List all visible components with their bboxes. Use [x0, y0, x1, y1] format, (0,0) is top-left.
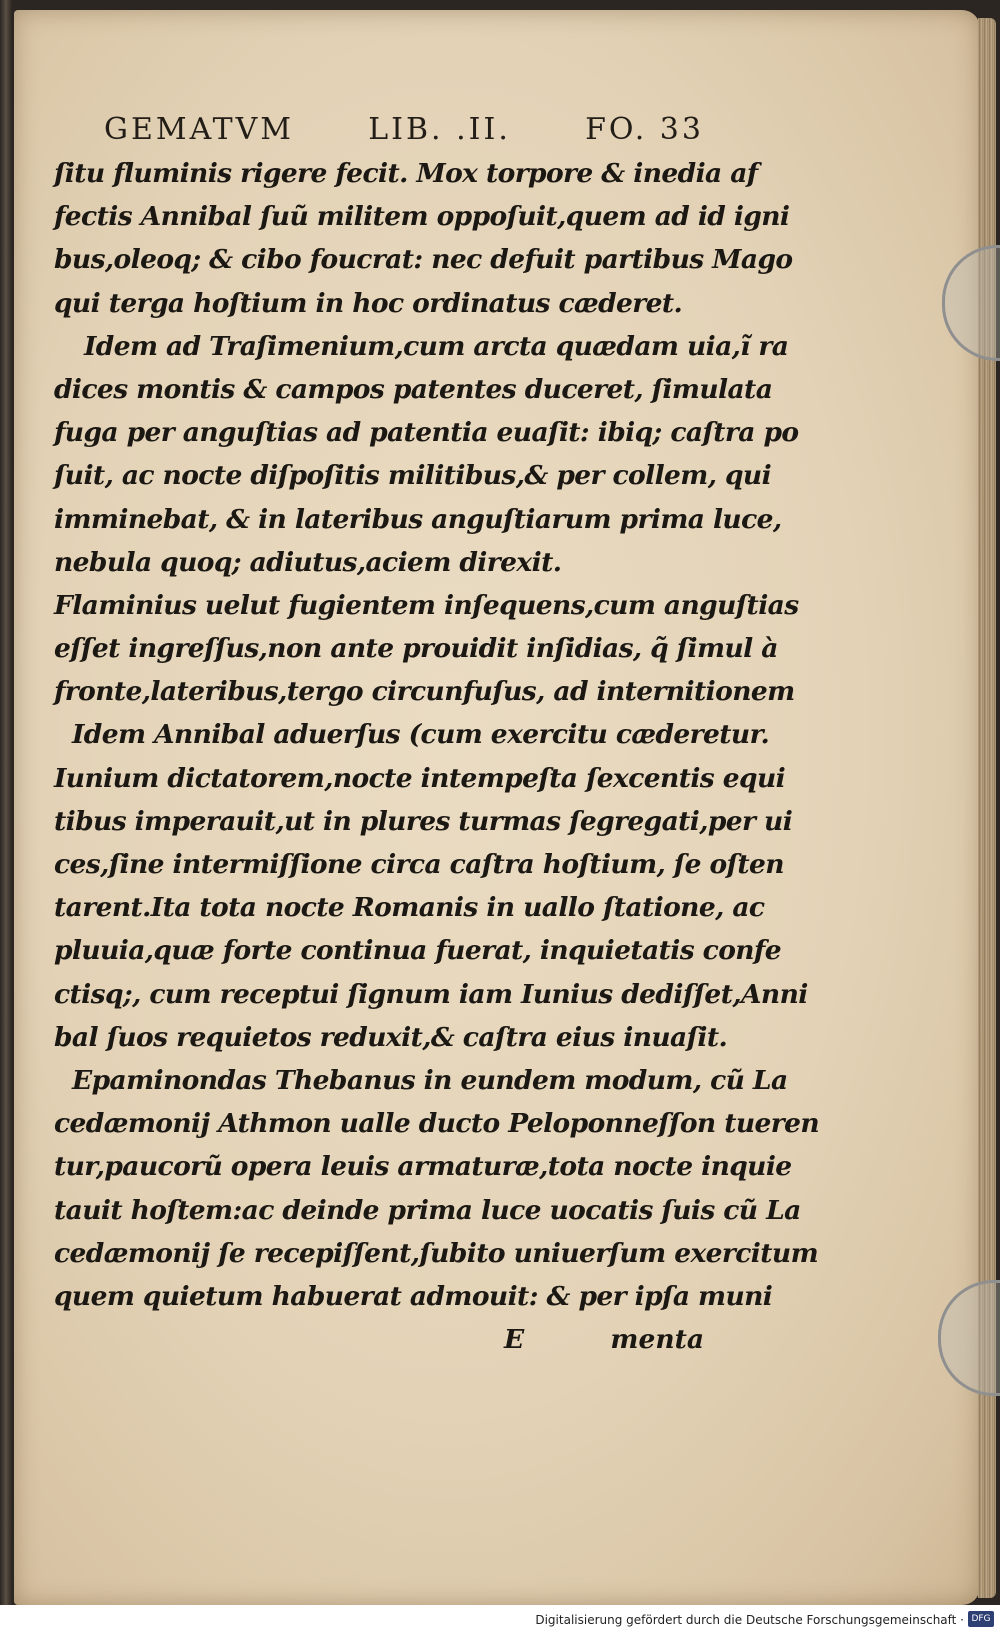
text-line: bus,oleoq; & cibo foucrat: nec defuit partibus Mago [54, 244, 793, 276]
text-line: quem quietum habuerat admouit: & per ipſa muni [54, 1280, 773, 1312]
text-line: ces,ſine intermiſſione circa caſtra hoſtium, ſe oſten [54, 849, 784, 880]
dfg-logo: DFG [968, 1611, 994, 1627]
text-line: cedæmonij ſe recepiſſent,ſubito uniuerſum exercitum [54, 1237, 819, 1269]
text-line: tauit hoſtem:ac deinde prima luce uocatis ſuis cũ La [54, 1194, 801, 1226]
text-line: nebula quoq; adiutus,aciem direxit. [54, 546, 562, 578]
body-text [54, 152, 820, 1318]
text-line: pluuia,quæ forte continua fuerat, inquietatis confe [54, 935, 781, 967]
footer-credit: Digitalisierung gefördert durch die Deutsche Forschungsgemeinschaft · [535, 1613, 964, 1627]
text-line: ſuit, ac nocte diſpoſitis militibus,& per collem, qui [54, 460, 772, 492]
signature-line [54, 1318, 714, 1361]
text-line: imminebat, & in lateribus anguſtiarum prima luce, [54, 503, 782, 535]
text-line: eſſet ingreſſus,non ante prouidit inſidias, q̃ ſimul à [54, 633, 778, 665]
text-line: dices montis & campos patentes duceret, ſimulata [54, 373, 773, 405]
text-line: tibus imperauit,ut in plures turmas ſegregati,per ui [54, 805, 793, 837]
text-line: fuga per anguſtias ad patentia euaſit: ibiq; caſtra po [54, 417, 799, 449]
running-head [104, 112, 704, 150]
text-line: ctisq;, cum receptui ſignum iam Iunius dediſſet,Anni [54, 978, 808, 1010]
running-head-title: GEMATVM [104, 112, 294, 147]
text-line: cedæmonij Athmon ualle ducto Peloponneſſon tueren [54, 1108, 820, 1140]
running-head-folio: FO. 33 [585, 112, 704, 147]
running-head-book: LIB. .II. [368, 112, 511, 147]
text-line: fectis Annibal ſuũ militem oppoſuit,quem ad id igni [54, 201, 790, 233]
text-line: qui terga hoſtium in hoc ordinatus cæderet. [54, 287, 683, 319]
text-line: Flaminius uelut fugientem inſequens,cum anguſtias [54, 589, 799, 621]
catchword: menta [610, 1324, 704, 1356]
text-line: Iunium dictatorem,nocte intempeſta ſexcentis equi [54, 762, 786, 794]
text-line: Idem Annibal aduerſus (cum exercitu cæderetur. [72, 719, 770, 751]
text-line: Idem ad Traſimenium,cum arcta quædam uia,ĩ ra [84, 330, 789, 362]
text-line: bal ſuos requietos reduxit,& caſtra eius inuaſit. [54, 1021, 728, 1053]
text-line: tur,paucorũ opera leuis armaturæ,tota nocte inquie [54, 1151, 792, 1183]
text-block [54, 112, 820, 1361]
text-line: ſitu fluminis rigere fecit. Mox torpore & inedia af [54, 158, 758, 189]
text-line: Epaminondas Thebanus in eundem modum, cũ La [72, 1064, 788, 1096]
text-line: tarent.Ita tota nocte Romanis in uallo ſtatione, ac [54, 892, 765, 924]
text-line: fronte,lateribus,tergo circunfuſus, ad internitionem [54, 676, 795, 708]
signature-mark: E [504, 1324, 525, 1356]
